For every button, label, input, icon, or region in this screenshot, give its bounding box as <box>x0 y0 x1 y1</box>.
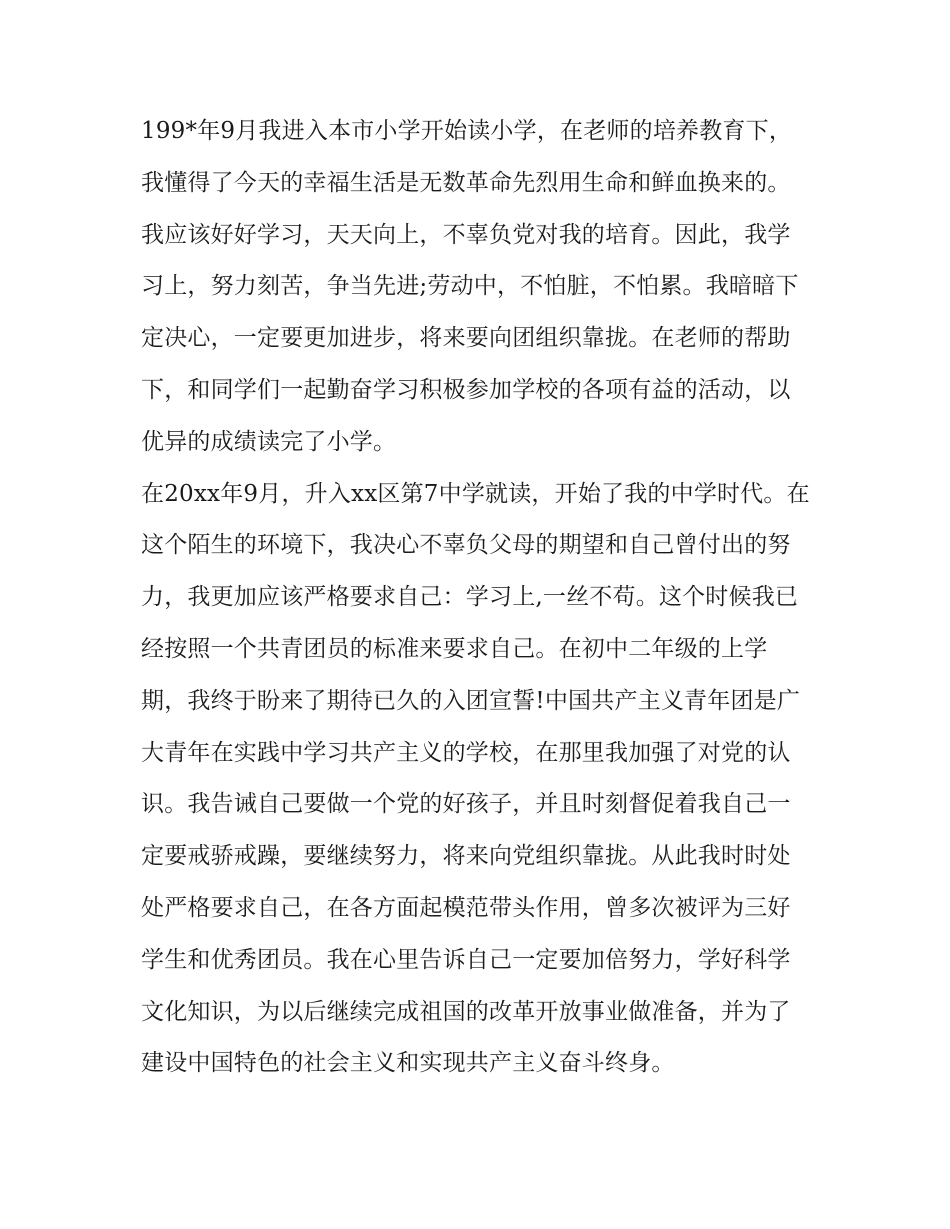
paragraph-primary-school: 199*年9月我进入本市小学开始读小学，在老师的培养教育下，我懂得了今天的幸福生活是无数革命先烈用生命和鲜血换来的。我应该好好学习，天天向上，不辜负党对我的培育。因此，我学习上，努力刻苦，争当先进;劳动中，不怕脏，不怕累。我暗暗下定决心，一定要更加进步，将来要向团组织靠拢。在老师的帮助下，和同学们一起勤奋学习积极参加学校的各项有益的活动，以优异的成绩读完了小学。 <box>141 118 799 455</box>
paragraph-middle-school: 在20xx年9月，升入xx区第7中学就读，开始了我的中学时代。在这个陌生的环境下，我决心不辜负父母的期望和自己曾付出的努力，我更加应该严格要求自己：学习上,一丝不苟。这个时候我已经按照一个共青团员的标准来要求自己。在初中二年级的上学期，我终于盼来了期待已久的入团宣誓!中国共产主义青年团是广大青年在实践中学习共产主义的学校，在那里我加强了对党的认识。我告诫自己要做一个党的好孩子，并且时刻督促着我自己一定要戒骄戒躁，要继续努力，将来向党组织靠拢。从此我时时处处严格要求自己，在各方面起模范带头作用，曾多次被评为三好学生和优秀团员。我在心里告诉自己一定要加倍努力，学好科学文化知识，为以后继续完成祖国的改革开放事业做准备，并为了建设中国特色的社会主义和实现共产主义奋斗终身。 <box>141 480 810 1077</box>
document-body <box>141 106 813 1090</box>
